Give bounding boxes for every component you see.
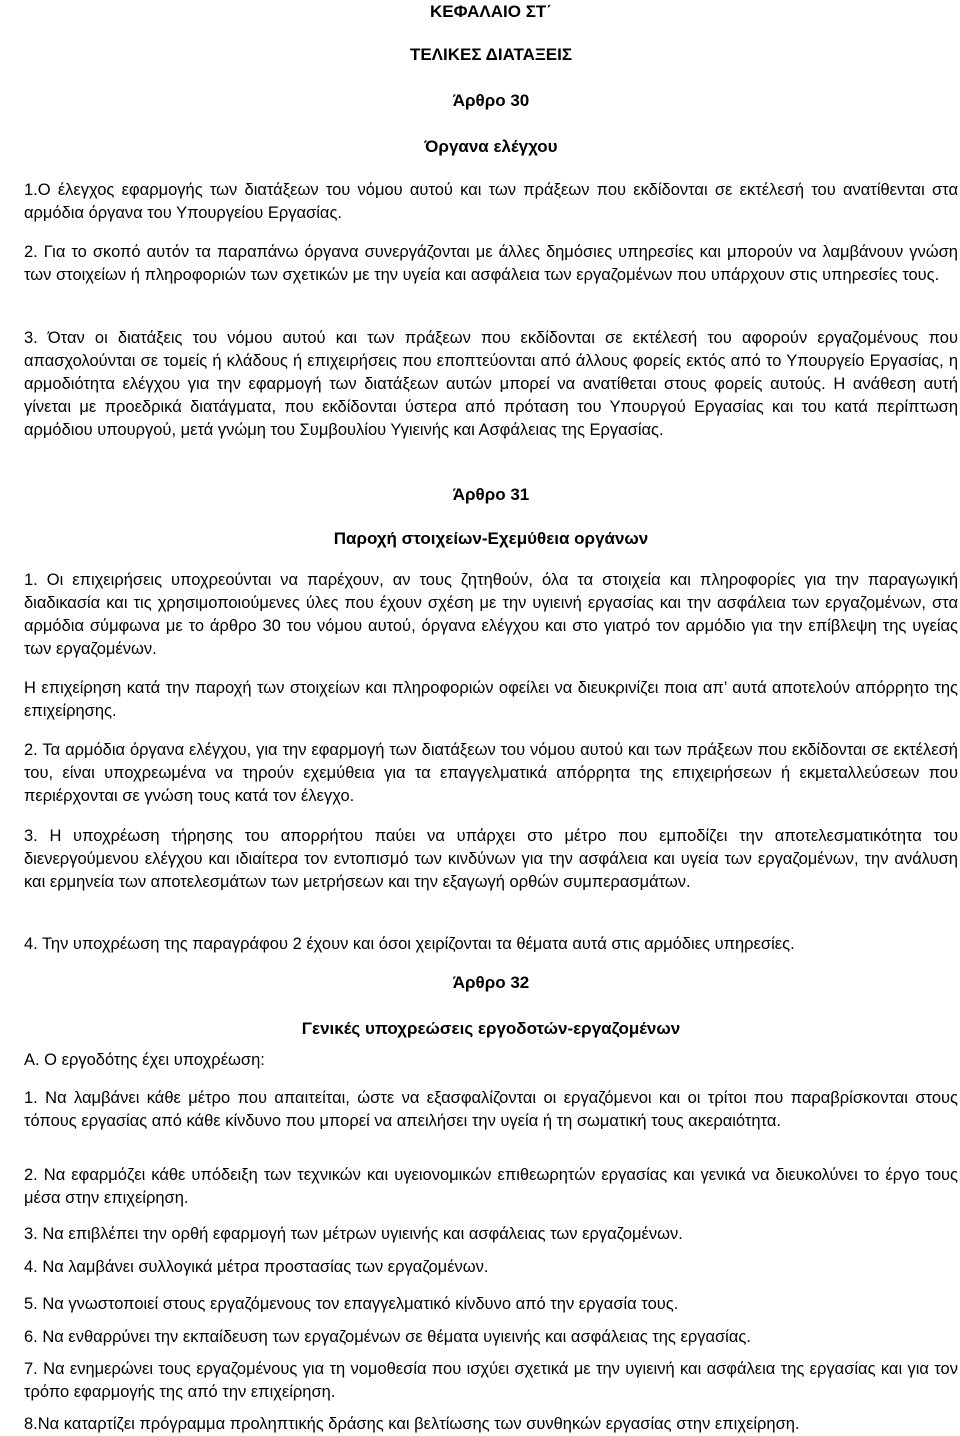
article-30-paragraph-2: 2. Για το σκοπό αυτόν τα παραπάνω όργανα συνεργάζονται με άλλες δημόσιες υπηρεσίες και μπορούν να λαμβάνουν γνώση των στοιχείων ή πληροφοριών των σχετικών με την υγεία και ασφάλεια των εργαζομένων που υπάρχουν στις υπηρεσίες τους. <box>24 243 958 284</box>
article-31-paragraph-4: 4. Την υποχρέωση της παραγράφου 2 έχουν και όσοι χειρίζονται τα θέματα αυτά στις αρμόδιες υπηρεσίες. <box>24 935 795 953</box>
obligation-item-2: 2. Να εφαρμόζει κάθε υπόδειξη των τεχνικών και υγειονομικών επιθεωρητών εργασίας και γενικά να διευκολύνει το έργο τους μέσα στην επιχείρηση. <box>24 1166 958 1207</box>
section-heading: ΤΕΛΙΚΕΣ ΔΙΑΤΑΞΕΙΣ <box>409 45 573 64</box>
article-31-paragraph-1b: Η επιχείρηση κατά την παροχή των στοιχείων και πληροφοριών οφείλει να διευκρινίζει ποια απ’ αυτά αποτελούν απόρρητο της επιχείρησης. <box>24 679 958 720</box>
chapter-heading: ΚΕΦΑΛΑΙΟ ΣΤ΄ <box>430 2 552 21</box>
article-30-subtitle: Όργανα ελέγχου <box>424 137 558 156</box>
obligation-item-8: 8.Να καταρτίζει πρόγραμμα προληπτικής δράσης και βελτίωσης των συνθηκών εργασίας στην επιχείρηση. <box>24 1415 800 1433</box>
obligation-item-3: 3. Να επιβλέπει την ορθή εφαρμογή των μέτρων υγιεινής και ασφάλειας των εργαζομένων. <box>24 1225 683 1243</box>
article-31-paragraph-2: 2. Τα αρμόδια όργανα ελέγχου, για την εφαρμογή των διατάξεων του νόμου αυτού και των πράξεων που εκδίδονται σε εκτέλεσή του, είναι υποχρεωμένα να τηρούν εχεμύθεια για τα επαγγελματικά απόρρητα της επιχειρήσεων ή εκμεταλλεύσεων που περιέρχονται σε γνώση τους κατά τον έλεγχο. <box>24 741 958 805</box>
article-30-paragraph-1: 1.Ο έλεγχος εφαρμογής των διατάξεων του νόμου αυτού και των πράξεων που εκδίδονται σε εκτέλεσή του ανατίθενται στα αρμόδια όργανα του Υπουργείου Εργασίας. <box>24 181 958 222</box>
article-31-paragraph-3: 3. Η υποχρέωση τήρησης του απορρήτου παύει να υπάρχει στο μέτρο που εμποδίζει την αποτελεσματικότητα του διενεργούμενου ελέγχου και ιδιαίτερα τον εντοπισμό των κινδύνων για την ασφάλεια και υγεία των εργαζομένων, την ανάλυση και ερμηνεία των αποτελεσμάτων των μετρήσεων και την εξαγωγή ορθών συμπερασμάτων. <box>24 827 958 891</box>
article-31-subtitle: Παροχή στοιχείων-Εχεμύθεια οργάνων <box>333 529 649 548</box>
article-31-paragraph-1: 1. Οι επιχειρήσεις υποχρεούνται να παρέχουν, αν τους ζητηθούν, όλα τα στοιχεία και πληροφορίες για την παραγωγική διαδικασία και τις χρησιμοποιούμενες ύλες που έχουν σχέση με την υγιεινή εργασίας και την ασφάλεια των εργαζομένων, στα αρμόδια σύμφωνα με το άρθρο 30 του νόμου αυτού, όργανα ελέγχου και στο γιατρό τον αρμόδιο για την επίβλεψη της υγείας των εργαζομένων. <box>24 571 958 658</box>
obligation-item-5: 5. Να γνωστοποιεί στους εργαζόμενους τον επαγγελματικό κίνδυνο από την εργασία τους. <box>24 1295 679 1313</box>
obligation-item-7: 7. Να ενημερώνει τους εργαζομένους για τη νομοθεσία που ισχύει σχετικά με την υγιεινή και ασφάλεια της εργασίας και για τον τρόπο εφαρμογής της από την επιχείρηση. <box>24 1360 958 1401</box>
obligation-item-4: 4. Να λαμβάνει συλλογικά μέτρα προστασίας των εργαζομένων. <box>24 1258 489 1276</box>
article-32-subtitle: Γενικές υποχρεώσεις εργοδοτών-εργαζομένων <box>301 1019 681 1038</box>
obligation-item-6: 6. Να ενθαρρύνει την εκπαίδευση των εργαζομένων σε θέματα υγιεινής και ασφάλειας της εργασίας. <box>24 1328 751 1346</box>
article-32-intro: Α. Ο εργοδότης έχει υποχρέωση: <box>24 1051 265 1069</box>
article-31-title: Άρθρο 31 <box>452 485 530 504</box>
article-30-paragraph-3: 3. Όταν οι διατάξεις του νόμου αυτού και των πράξεων που εκδίδονται σε εκτέλεσή του αφορούν εργαζομένους που απασχολούνται σε τομείς ή κλάδους ή επιχειρήσεις που εποπτεύονται από άλλους φορείς εκτός από το Υπουργείο Εργασίας, η αρμοδιότητα ελέγχου για την εφαρμογή των διατάξεων αυτών μπορεί να ανατίθεται στους φορείς αυτούς. Η ανάθεση αυτή γίνεται με προεδρικά διατάγματα, που εκδίδονται ύστερα από πρόταση του Υπουργού Εργασίας και του κατά περίπτωση αρμόδιου υπουργού, μετά γνώμη του Συμβουλίου Υγιεινής και Ασφάλειας της Εργασίας. <box>24 329 958 439</box>
article-30-title: Άρθρο 30 <box>452 91 530 110</box>
obligation-item-1: 1. Να λαμβάνει κάθε μέτρο που απαιτείται, ώστε να εξασφαλίζονται οι εργαζόμενοι και οι τρίτοι που παραβρίσκονται στους τόπους εργασίας από κάθε κίνδυνο που μπορεί να απειλήσει την υγεία ή τη σωματική τους ακεραιότητα. <box>24 1089 958 1130</box>
article-32-title: Άρθρο 32 <box>452 973 530 992</box>
